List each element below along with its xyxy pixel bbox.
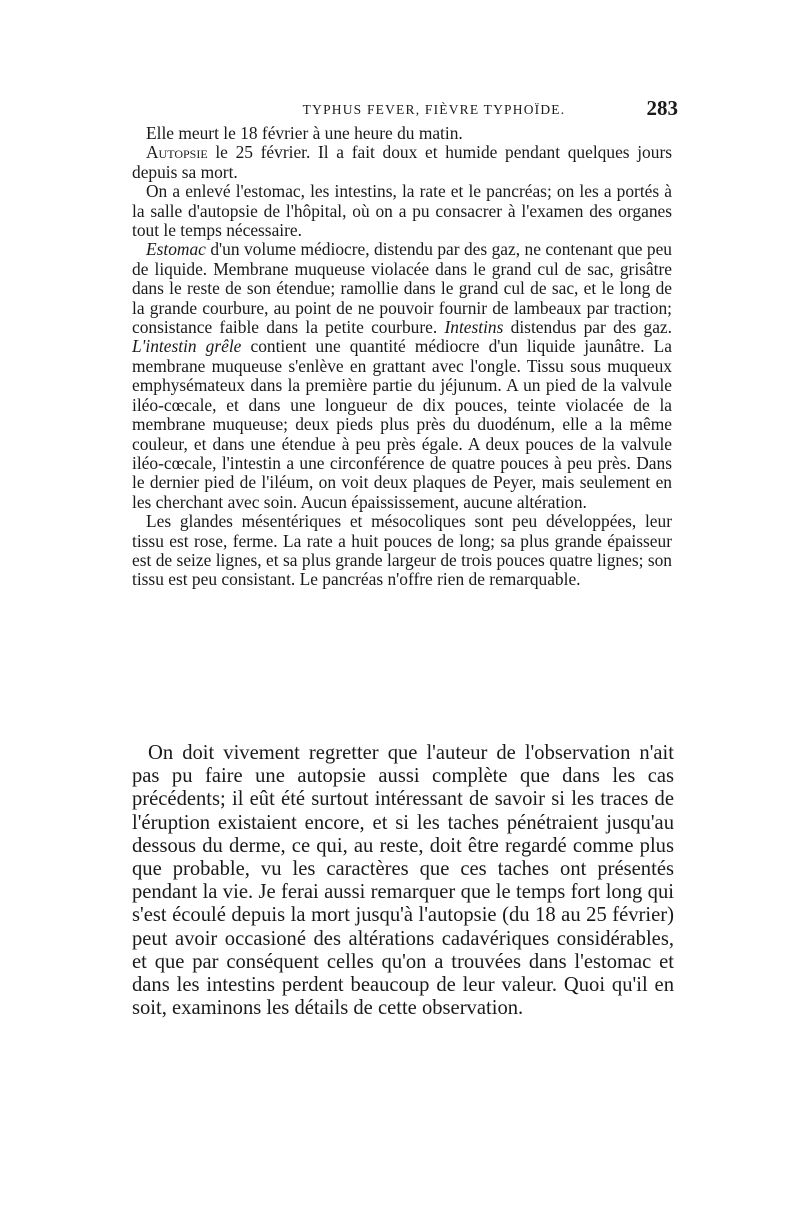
case-report-text [132, 124, 672, 590]
term-intestines: Intestins [444, 317, 504, 338]
commentary-text [132, 742, 674, 1020]
intestines-text: distendus par des gaz. [503, 317, 672, 338]
paragraph-glands-spleen: Les glandes mésentériques et mésocoliques sont peu développées, leur tissu est rose, ferme. La rate a huit pouces de long; sa plus grande épaisseur est de seize lignes, et sa plus grande largeur de trois pouces quatre lignes; son tissu est peu consistant. Le pancréas n'offre rien de remarquable. [132, 511, 672, 590]
paragraph-organs-removed: On a enlevé l'estomac, les intestins, la rate et le pancréas; on les a portés à la salle d'autopsie de l'hôpital, où on a pu consacrer à l'examen des organes tout le temps nécessaire. [132, 181, 672, 241]
paragraph-commentary: On doit vivement regretter que l'auteur de l'observation n'ait pas pu faire une autopsie aussi complète que dans les cas précédents; il eût été surtout intéressant de savoir si les traces de l'éruption existaient encore, et si les taches pénétraient jusqu'au dessous du derme, ce qui, au reste, doit être regardé comme plus que probable, vu les caractères que ces taches ont présentés pendant la vie. Je ferai aussi remarquer que le temps fort long qui s'est écoulé depuis la mort jusqu'à l'autopsie (du 18 au 25 février) peut avoir occasioné des altérations cadavériques considérables, et que par conséquent celles qu'on a trouvées dans l'estomac et dans les intestins perdent beaucoup de leur valeur. Quoi qu'il en soit, examinons les détails de cette observation. [132, 742, 674, 1020]
paragraph-autopsy [132, 143, 672, 182]
page-number: 283 [646, 96, 678, 120]
stomach-text: d'un volume médiocre, distendu par des gaz, ne contenant que peu de liquide. Membrane muqueuse violacée dans le grand cul de sac, grisâtre dans le reste de son étendue; ramollie dans le grand cul de sac, et le long de la grande courbure, au point de ne pouvoir fournir de lambeaux par traction; consistance faible dans la petite courbure. [132, 239, 672, 338]
small-intestine-text: contient une quantité médiocre d'un liquide jaunâtre. La membrane muqueuse s'enlève en grattant avec l'ongle. Tissu sous muqueux emphysémateux dans la première partie du jéjunum. A un pied de la valvule iléo-cœcale, et dans une longueur de dix pouces, teinte violacée de la membrane muqueuse; deux pieds plus près du duodénum, elle a la même couleur, et dans une étendue à peu près égale. A deux pouces de la valvule iléo-cœcale, l'intestin a une circonférence de quatre pouces à peu près. Dans le dernier pied de l'iléum, on voit deux plaques de Peyer, mais seulement en les cherchant avec soin. Aucun épaississement, aucune altération. [132, 336, 672, 512]
paragraph-death: Elle meurt le 18 février à une heure du matin. [146, 123, 463, 143]
term-stomach: Estomac [146, 239, 206, 260]
term-small-intestine: L'intestin grêle [132, 336, 242, 357]
autopsy-text: le 25 février. Il a fait doux et humide pendant quelques jours depuis sa mort. [132, 142, 672, 182]
paragraph-stomach-intestines [132, 240, 672, 512]
autopsy-lead: Autopsie [146, 142, 208, 163]
page-header [130, 96, 678, 126]
running-title: TYPHUS FEVER, FIÈVRE TYPHOÏDE. [302, 102, 566, 117]
